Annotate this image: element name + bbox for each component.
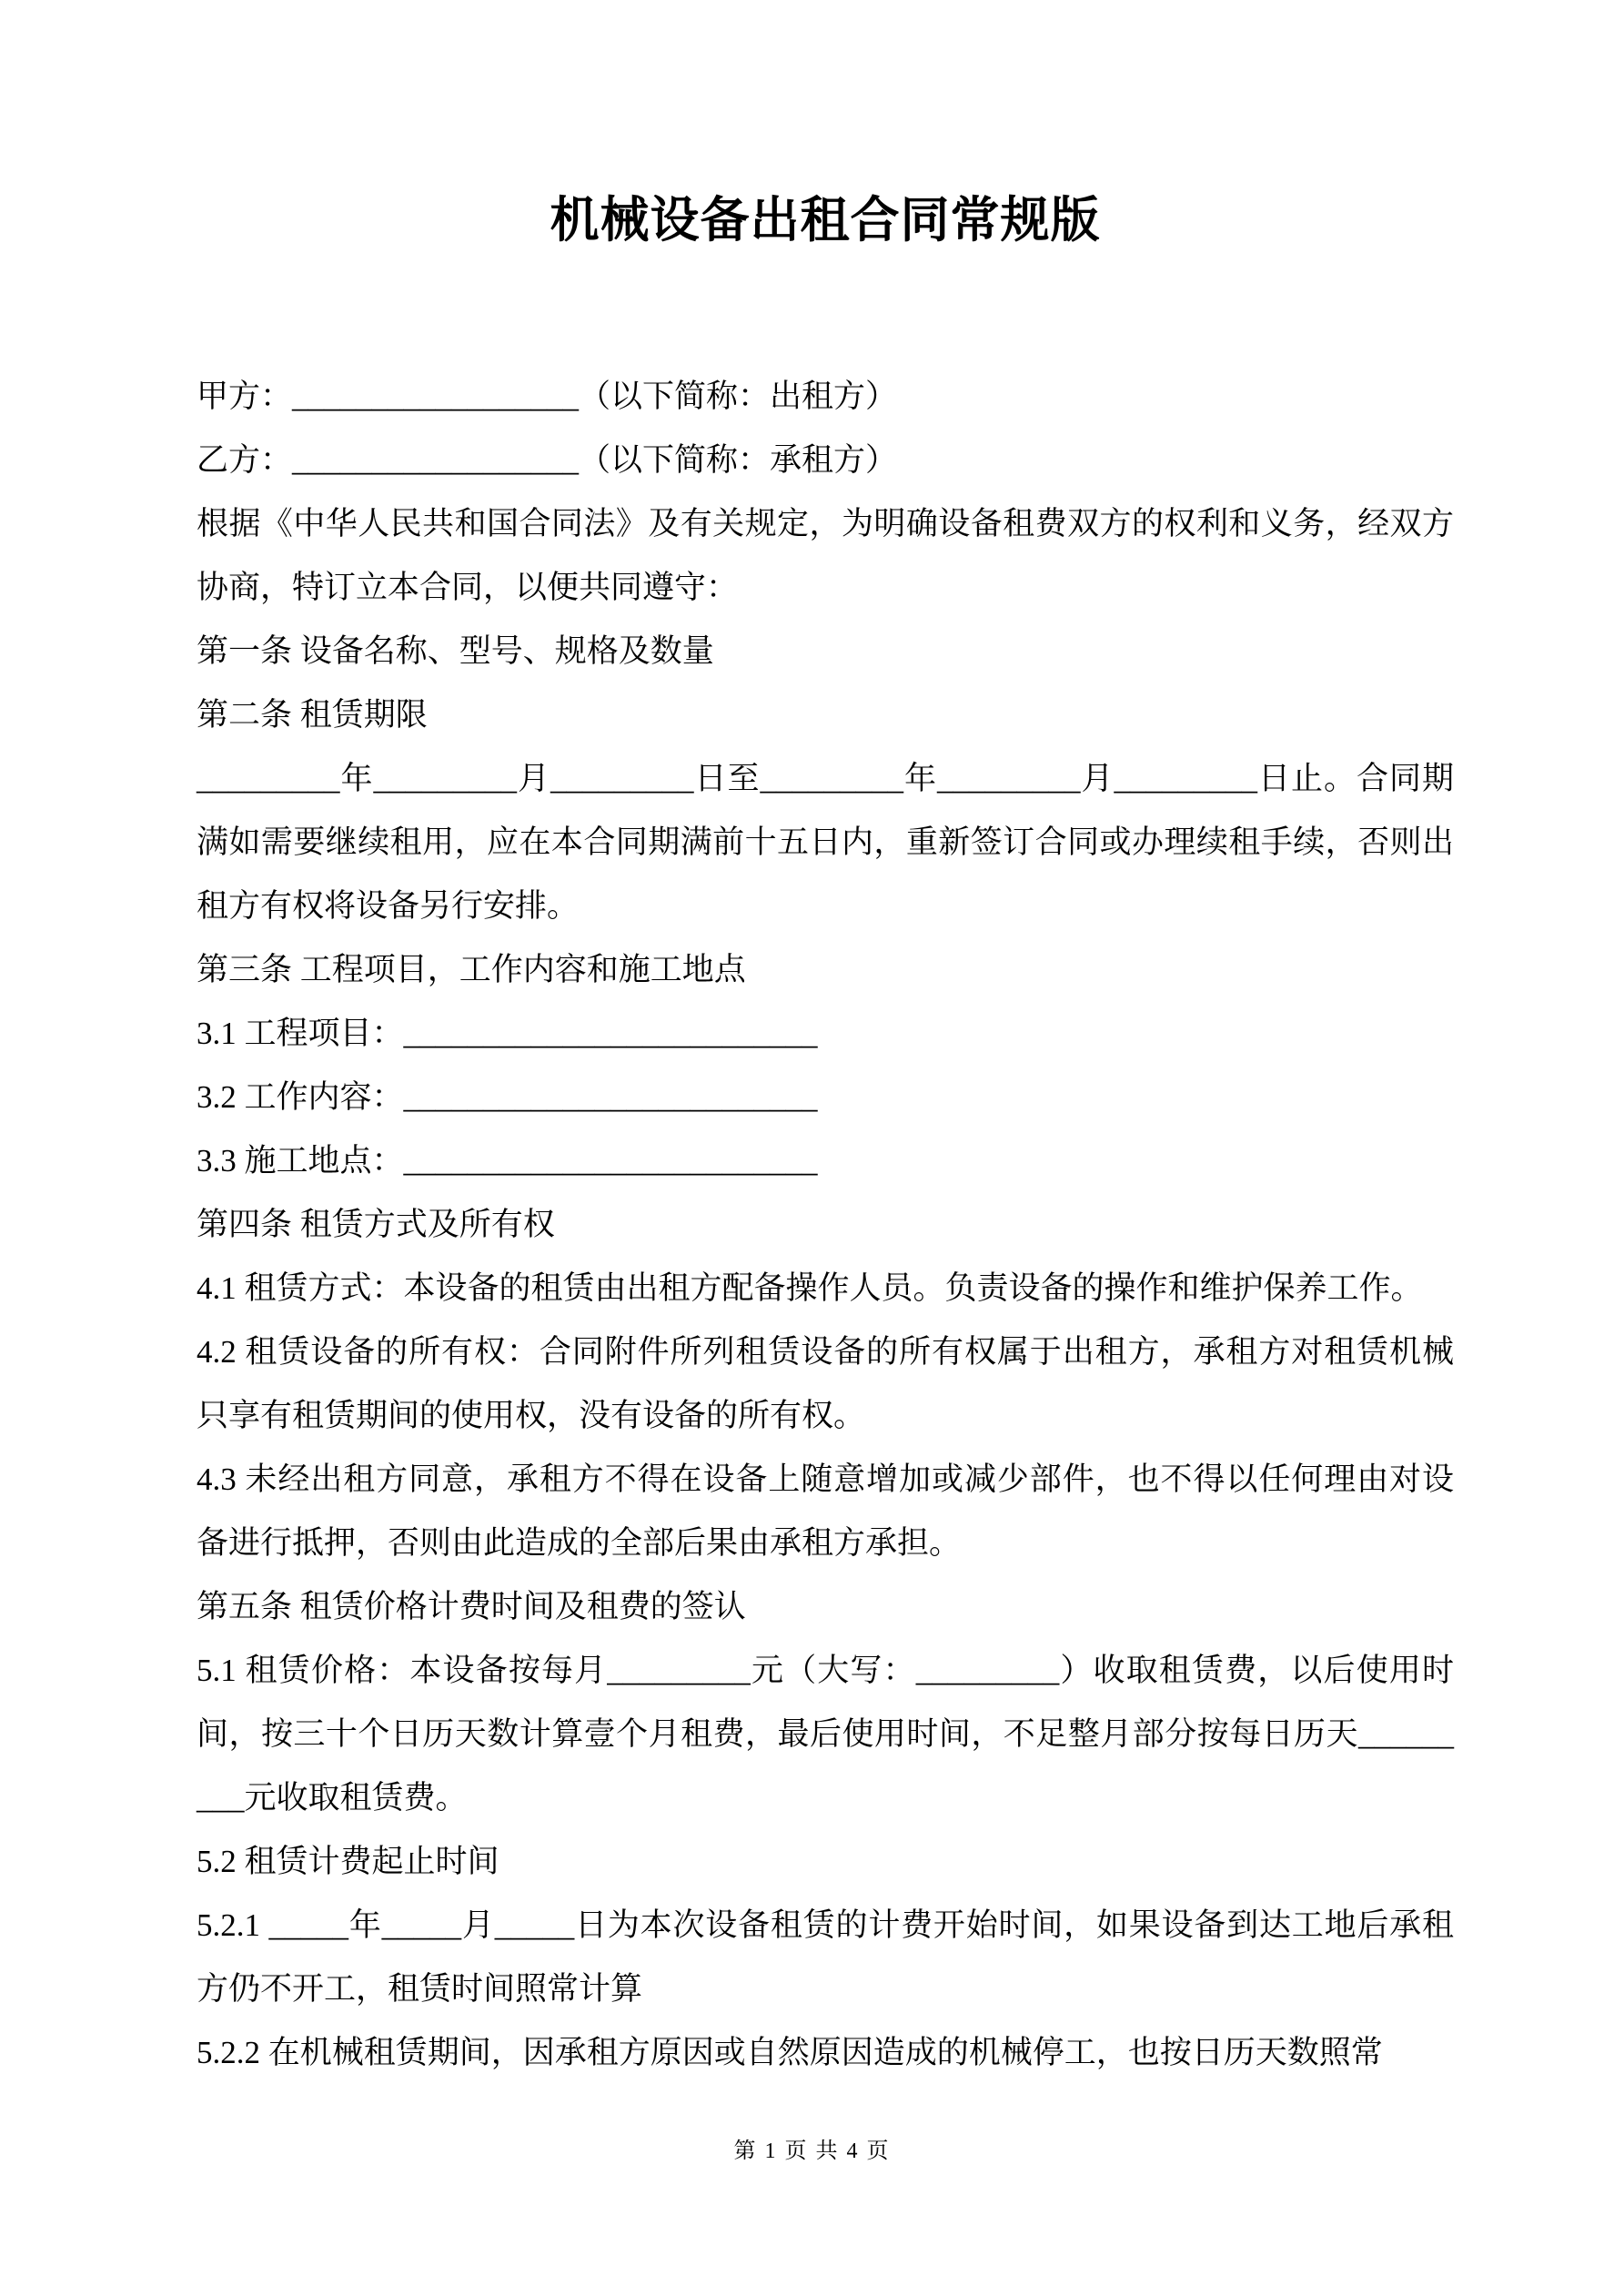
- document-title: 机械设备出租合同常规版: [550, 193, 1101, 248]
- document-body: [197, 365, 1454, 2085]
- clause-5-1-text: 5.1 租赁价格：本设备按每月_________元（大写：_________）收取租赁费，以后使用时间，按三十个日历天数计算壹个月租费，最后使用时间，不足整月部分按每日历天_________元收取租赁费。: [197, 1653, 1454, 1816]
- preamble: 根据《中华人民共和国合同法》及有关规定，为明确设备租费双方的权利和义务，经双方协商，特订立本合同，以便共同遵守：: [197, 506, 1454, 605]
- clause-1-heading: 第一条 设备名称、型号、规格及数量: [197, 633, 714, 669]
- clause-4-3-text: 4.3 未经出租方同意，承租方不得在设备上随意增加或减少部件，也不得以任何理由对设备进行抵押，否则由此造成的全部后果由承租方承担。: [197, 1462, 1454, 1561]
- clause-4-heading: 第四条 租赁方式及所有权: [197, 1207, 555, 1242]
- clause-5-heading: 第五条 租赁价格计费时间及租费的签认: [197, 1589, 746, 1624]
- clause-3-heading: 第三条 工程项目，工作内容和施工地点: [197, 952, 746, 987]
- clause-3-2-line: 3.2 工作内容：__________________________: [197, 1079, 818, 1115]
- clause-4-1-text: 4.1 租赁方式：本设备的租赁由出租方配备操作人员。负责设备的操作和维护保养工作。: [197, 1270, 1423, 1306]
- clause-2-term-text: _________年_________月_________日至_________年_________月_________日止。合同期满如需要继续租用，应在本合同期满前十五日内，重新签订合同或办理续租手续，否则出租方有权将设备另行安排。: [197, 761, 1454, 924]
- clause-4-2-text: 4.2 租赁设备的所有权：合同附件所列租赁设备的所有权属于出租方，承租方对租赁机械只享有租赁期间的使用权，没有设备的所有权。: [197, 1334, 1454, 1433]
- clause-5-2-heading: 5.2 租赁计费起止时间: [197, 1844, 499, 1879]
- clause-5-2-1-text: 5.2.1 _____年_____月_____日为本次设备租赁的计费开始时间，如果设备到达工地后承租方仍不开工，租赁时间照常计算: [197, 1907, 1454, 2007]
- clause-2-heading: 第二条 租赁期限: [197, 697, 428, 733]
- party-b-line: 乙方：__________________（以下简称：承租方）: [197, 442, 898, 478]
- clause-3-3-line: 3.3 施工地点：__________________________: [197, 1143, 818, 1178]
- clause-5-2-2-text: 5.2.2 在机械租赁期间，因承租方原因或自然原因造成的机械停工，也按日历天数照常: [197, 2035, 1383, 2070]
- clause-3-1-line: 3.1 工程项目：__________________________: [197, 1016, 818, 1051]
- party-a-line: 甲方：__________________（以下简称：出租方）: [197, 379, 898, 414]
- page-number-footer: 第 1 页 共 4 页: [733, 2139, 891, 2163]
